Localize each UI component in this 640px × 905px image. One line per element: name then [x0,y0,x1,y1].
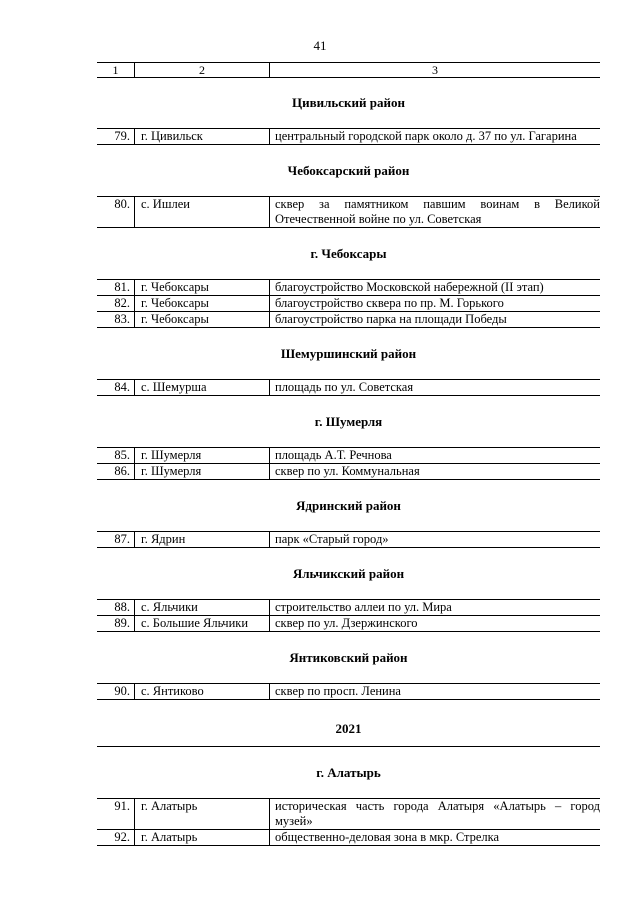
row-object: благоустройство парка на площади Победы [275,312,507,326]
row-object: парк «Старый город» [275,532,389,546]
section-title: Яльчикский район [292,566,405,581]
section-title: Ядринский район [296,498,401,513]
table-header [97,62,600,78]
year-heading: 2021 [335,721,362,736]
column-header-1: 1 [97,63,135,77]
row-number: 84. [97,380,135,395]
table-row [97,312,600,328]
row-object: благоустройство Московской набережной (II этап) [275,280,544,294]
table-row [97,197,600,228]
table-row [97,616,600,632]
row-number: 90. [97,684,135,699]
row-place: г. Алатырь [135,830,270,845]
row-number: 81. [97,280,135,295]
row-place: г. Цивильск [135,129,270,144]
row-place: г. Шумерля [135,464,270,479]
row-object: сквер по ул. Дзержинского [275,616,418,630]
row-number: 92. [97,830,135,845]
table-row [97,532,600,548]
section-rows [97,683,600,700]
table-row [97,684,600,700]
row-object: строительство аллеи по ул. Мира [275,600,452,614]
row-number: 88. [97,600,135,615]
row-object: площадь по ул. Советская [275,380,414,394]
row-number: 82. [97,296,135,311]
section-title: Янтиковский район [289,650,408,665]
table-row [97,799,600,830]
row-place: с. Большие Яльчики [135,616,270,631]
row-place: с. Шемурша [135,380,270,395]
row-number: 89. [97,616,135,631]
row-object: благоустройство сквера по пр. М. Горького [275,296,504,310]
row-number: 87. [97,532,135,547]
section-title: г. Шумерля [314,414,383,429]
row-object: площадь А.Т. Речнова [275,448,392,462]
row-place: г. Чебоксары [135,296,270,311]
section-rows [97,196,600,228]
row-place: г. Чебоксары [135,312,270,327]
column-header-2: 2 [135,63,270,77]
table-row [97,296,600,312]
row-object: сквер по ул. Коммунальная [275,464,420,478]
row-object: сквер по просп. Ленина [275,684,401,698]
row-object: общественно-деловая зона в мкр. Стрелка [275,830,500,844]
row-place: г. Алатырь [135,799,270,829]
section-rows [97,379,600,396]
section-rows [97,128,600,145]
row-number: 85. [97,448,135,463]
row-object: центральный городской парк около д. 37 по ул. Гагарина [275,129,577,143]
row-number: 91. [97,799,135,829]
table-row [97,129,600,145]
section-rows [97,447,600,480]
row-place: г. Чебоксары [135,280,270,295]
table-row [97,280,600,296]
section-rows [97,599,600,632]
row-place: г. Шумерля [135,448,270,463]
table-row [97,380,600,396]
row-number: 86. [97,464,135,479]
row-number: 83. [97,312,135,327]
row-object: историческая часть города Алатыря «Алатырь – город музей» [275,799,600,828]
section-rows [97,279,600,328]
section-rows [97,798,600,846]
table-row [97,448,600,464]
row-place: с. Яльчики [135,600,270,615]
table-row [97,464,600,480]
section-title: Чебоксарский район [287,163,410,178]
row-place: с. Ишлеи [135,197,270,227]
section-title: Цивильский район [292,95,405,110]
row-number: 80. [97,197,135,227]
section-title: г. Чебоксары [310,246,387,261]
table-body [97,77,600,846]
column-header-3: 3 [432,63,438,77]
section-title: Шемуршинский район [280,346,417,361]
table-row [97,600,600,616]
row-object: сквер за памятником павшим воинам в Великой Отечественной войне по ул. Советская [275,197,600,226]
section-rows [97,531,600,548]
table-row [97,830,600,846]
row-place: г. Ядрин [135,532,270,547]
page-number: 41 [313,38,327,53]
section-title: г. Алатырь [316,765,381,780]
row-number: 79. [97,129,135,144]
row-place: с. Янтиково [135,684,270,699]
